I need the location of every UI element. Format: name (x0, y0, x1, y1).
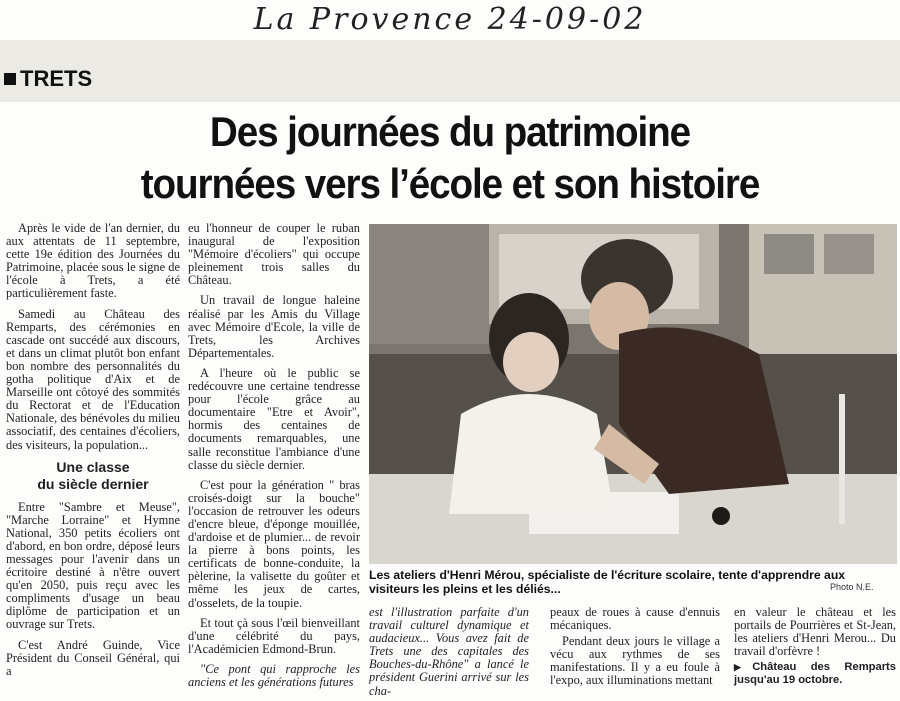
article-photo (369, 224, 897, 564)
photo-caption: Les ateliers d'Henri Mérou, spécialiste de l'écriture scolaire, tente d'apprendre aux visiteurs les pleins et les déliés... (369, 568, 846, 596)
paragraph: peaux de roues à cause d'ennuis mécaniques. (550, 605, 720, 633)
paragraph: Samedi au Château des Remparts, des cérémonies en cascade ont succédé aux discours, et dans un climat plutôt bon enfant bon nombre des personnalités du gotha politique d'Aix et de Marseille ont côtoyé des sommités du Rectorat et de l'Education Nationale, des bénévoles du milieu associatif, des centaines d'écoliers, des visiteurs, la population... (6, 306, 180, 452)
paragraph: C'est André Guinde, Vice Président du Conseil Général, qui a (6, 637, 180, 678)
paragraph: C'est pour la génération " bras croisés-doigt sur la bouche" l'occasion de retrouver les odeurs d'encre bleue, d'éponge mouillée, d'ardoise et de plumier... de revoir la pierre à bons points, les certificats de bonne-conduite, la pèlerine, la valisette du goûter et même les jeux de cartes, d'osselets, de la toupie. (188, 477, 360, 610)
paragraph: en valeur le château et les portails de Pourrières et St-Jean, les ateliers d'Henri Merou... Du travail d'orfèvre ! (734, 605, 896, 659)
paragraph: Un travail de longue haleine réalisé par les Amis du Village avec Mémoire d'Ecole, la ville de Trets, les Archives Départementales. (188, 293, 360, 360)
headline (36, 106, 864, 210)
square-bullet-icon (4, 73, 16, 85)
article-column-1 (6, 222, 180, 685)
section-label (4, 66, 92, 92)
article-column-4 (550, 606, 720, 691)
subheading (6, 459, 180, 493)
photo-illustration (369, 224, 897, 564)
paragraph: Pendant deux jours le village a vécu aux rythmes de ses manifestations. Il y a eu foule à l'expo, aux illuminations mettant (550, 634, 720, 688)
paragraph: eu l'honneur de couper le ruban inaugural de l'exposition "Mémoire d'écoliers" qui occupe pleinement trois salles du Château. (188, 221, 360, 288)
headline-line-2: tournées vers l’école et son histoire (140, 160, 760, 207)
info-box (734, 661, 896, 687)
subheading-line-1: Une classe (56, 458, 130, 475)
triangle-bullet-icon: ▶ (734, 662, 753, 673)
paragraph: Et tout çà sous l'œil bienveillant d'une célébrité du pays, l'Académicien Edmond-Brun. (188, 615, 360, 656)
photo-credit: Photo N.E. (830, 582, 874, 592)
section-name: TRETS (20, 66, 93, 91)
article-column-2 (188, 222, 360, 696)
subheading-line-2: du siècle dernier (37, 475, 149, 492)
headline-line-1: Des journées du patrimoine (209, 108, 691, 155)
article-column-3 (369, 606, 529, 701)
paragraph-quote: "Ce pont qui rapproche les anciens et les générations futures (188, 661, 360, 689)
paragraph: Après le vide de l'an dernier, du aux attentats de 11 septembre, cette 19e édition des Journées du Patrimoine, placée sous le signe de l'école à Trets, a été particulièrement faste. (6, 221, 180, 301)
masthead-handwritten: La Provence 24-09-02 (253, 2, 647, 37)
article-column-5 (734, 606, 896, 687)
top-strip (0, 40, 900, 102)
paragraph: est l'illustration parfaite d'un travail culturel dynamique et audacieux... Vous avez fait de Trets une des capitales des Bouches-du-Rhône" a lancé le président Guerini arrivé sur les cha- (369, 605, 529, 698)
paragraph: A l'heure où le public se redécouvre une certaine tendresse pour l'école grâce au documentaire "Etre et Avoir", hormis des centaines de documents remarquables, une salle reconstitue l'ambiance d'une classe du siècle dernier. (188, 365, 360, 472)
paragraph: Entre "Sambre et Meuse", "Marche Lorraine" et Hymne National, 350 petits écoliers ont d'abord, en bon ordre, déposé leurs messages pour l'avenir dans un écritoire destiné à n'être ouvert qu'en 2050, puis reçu avec les compliments d'usage un beau diplôme de participation et un ouvrage sur Trets. (6, 499, 180, 632)
info-text: Château des Remparts jusqu'au 19 octobre. (734, 661, 896, 687)
